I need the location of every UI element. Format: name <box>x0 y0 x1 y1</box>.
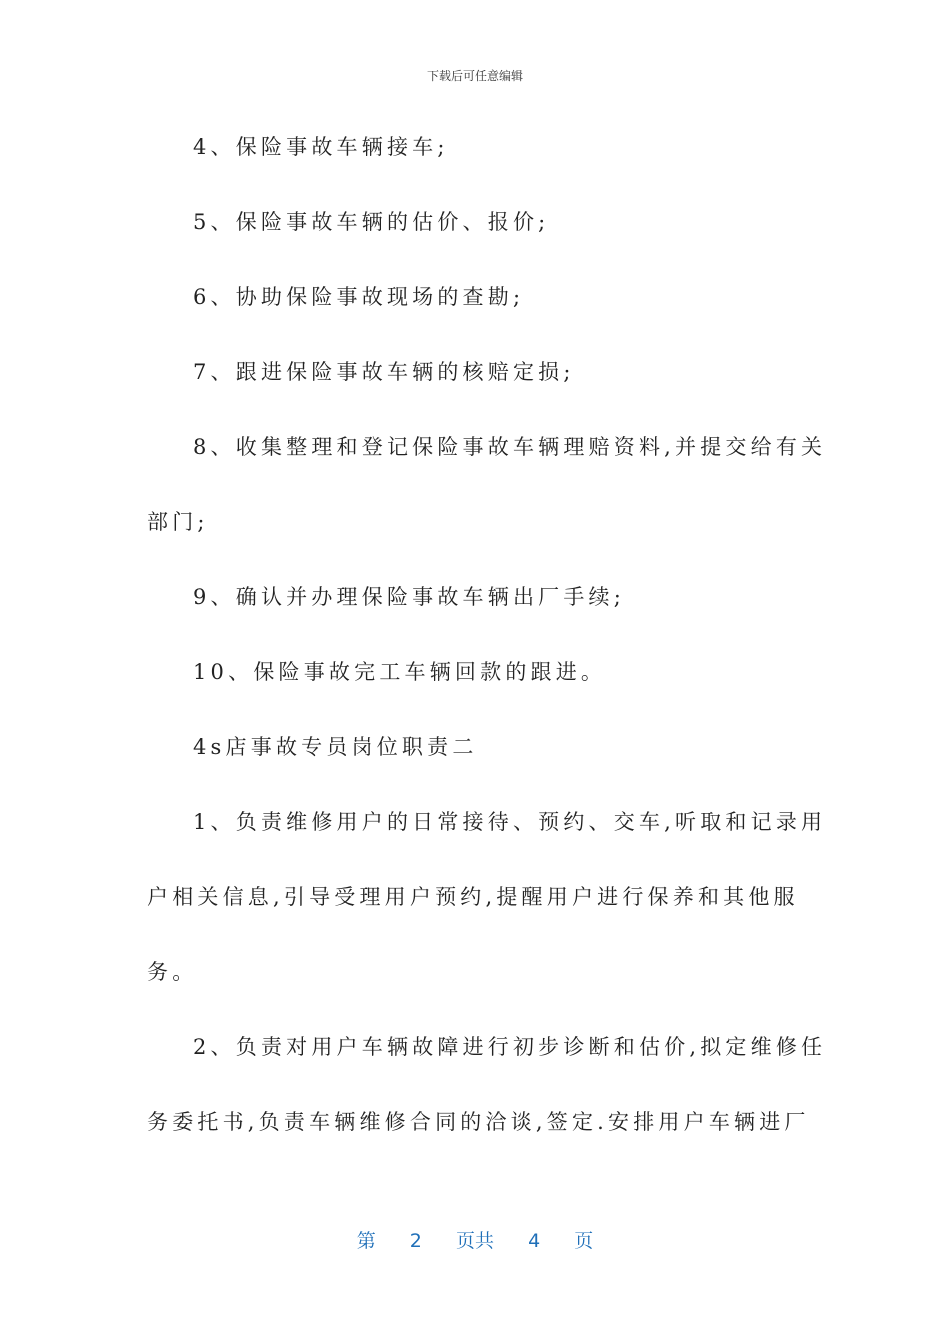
header-note: 下载后可任意编辑 <box>426 69 523 83</box>
paragraph-line: 8、收集整理和登记保险事故车辆理赔资料,并提交给有关 <box>193 435 827 459</box>
footer-middle: 页共 <box>455 1230 494 1252</box>
paragraph-line: 务。 <box>147 960 198 984</box>
paragraph-line: 7、跟进保险事故车辆的核赔定损; <box>193 360 575 384</box>
footer-prefix: 第 <box>356 1230 376 1252</box>
paragraph-line: 1、负责维修用户的日常接待、预约、交车,听取和记录用 <box>193 810 827 834</box>
paragraph-line: 9、确认并办理保险事故车辆出厂手续; <box>193 585 626 609</box>
footer-current-page: 2 <box>409 1230 422 1252</box>
paragraph-line: 2、负责对用户车辆故障进行初步诊断和估价,拟定维修任 <box>193 1035 827 1059</box>
section-heading: 4s店事故专员岗位职责二 <box>193 735 478 759</box>
paragraph-line: 10、保险事故完工车辆回款的跟进。 <box>193 660 607 684</box>
page-number-footer <box>0 1226 950 1253</box>
footer-total-pages: 4 <box>528 1230 541 1252</box>
paragraph-line: 部门; <box>147 510 209 534</box>
paragraph-line: 户相关信息,引导受理用户预约,提醒用户进行保养和其他服 <box>147 885 799 909</box>
paragraph-line: 6、协助保险事故现场的查勘; <box>193 285 525 309</box>
paragraph-line: 务委托书,负责车辆维修合同的洽谈,签定.安排用户车辆进厂 <box>147 1110 810 1134</box>
paragraph-line: 4、保险事故车辆接车; <box>193 135 449 159</box>
paragraph-line: 5、保险事故车辆的估价、报价; <box>193 210 550 234</box>
footer-suffix: 页 <box>574 1230 594 1252</box>
